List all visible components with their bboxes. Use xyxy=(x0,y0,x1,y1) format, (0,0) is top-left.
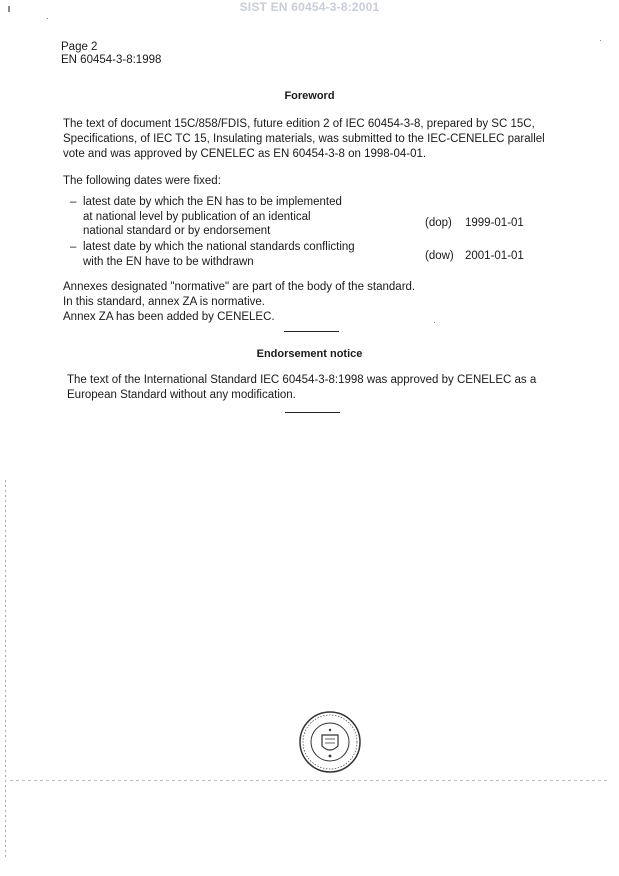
official-stamp-icon xyxy=(298,710,362,774)
text-line: at national level by publication of an identical xyxy=(83,210,311,223)
text-line: vote and was approved by CENELEC as EN 60454-3-8 on 1998-04-01. xyxy=(63,148,427,160)
date-item-text xyxy=(83,240,355,269)
text-line: Annexes designated "normative" are part of the body of the standard. xyxy=(63,281,416,293)
list-dash: – xyxy=(70,241,77,253)
date-value: 1999-01-01 xyxy=(465,217,524,229)
text-line: with the EN have to be withdrawn xyxy=(83,255,254,268)
text-line: European Standard without any modification. xyxy=(67,389,296,401)
text-line: In this standard, annex ZA is normative. xyxy=(63,296,265,308)
text-line: Specifications, of IEC TC 15, Insulating materials, was submitted to the IEC-CENELEC parallel xyxy=(63,133,545,145)
page-number: Page 2 xyxy=(61,41,98,53)
annex-notes xyxy=(63,280,553,325)
endorsement-heading: Endorsement notice xyxy=(256,348,363,360)
date-code: (dow) xyxy=(425,250,454,262)
text-line: Annex ZA has been added by CENELEC. xyxy=(63,311,275,323)
date-item-text xyxy=(83,195,342,239)
text-line: national standard or by endorsement xyxy=(83,225,271,237)
text-line: The text of the International Standard IEC 60454-3-8:1998 was approved by CENELEC as a xyxy=(67,374,537,386)
list-dash: – xyxy=(70,196,77,208)
scan-edge-mark xyxy=(5,480,6,860)
text-line: latest date by which the EN has to be implemented xyxy=(83,196,342,208)
section-divider xyxy=(285,412,340,413)
text-line: latest date by which the national standards conflicting xyxy=(83,241,355,253)
scan-speck xyxy=(47,18,48,19)
document-reference: EN 60454-3-8:1998 xyxy=(61,54,162,66)
section-divider xyxy=(284,331,339,332)
scan-edge-mark xyxy=(10,780,610,781)
dates-intro: The following dates were fixed: xyxy=(63,175,221,187)
endorsement-text xyxy=(67,373,567,403)
scan-speck xyxy=(8,6,10,12)
date-value: 2001-01-01 xyxy=(465,250,524,262)
date-code: (dop) xyxy=(425,217,452,229)
foreword-heading: Foreword xyxy=(284,90,335,102)
header-stamp: SIST EN 60454-3-8:2001 xyxy=(239,0,380,14)
foreword-intro xyxy=(63,117,553,162)
scan-speck xyxy=(600,40,601,41)
text-line: The text of document 15C/858/FDIS, future edition 2 of IEC 60454-3-8, prepared by SC 15C, xyxy=(63,118,535,130)
